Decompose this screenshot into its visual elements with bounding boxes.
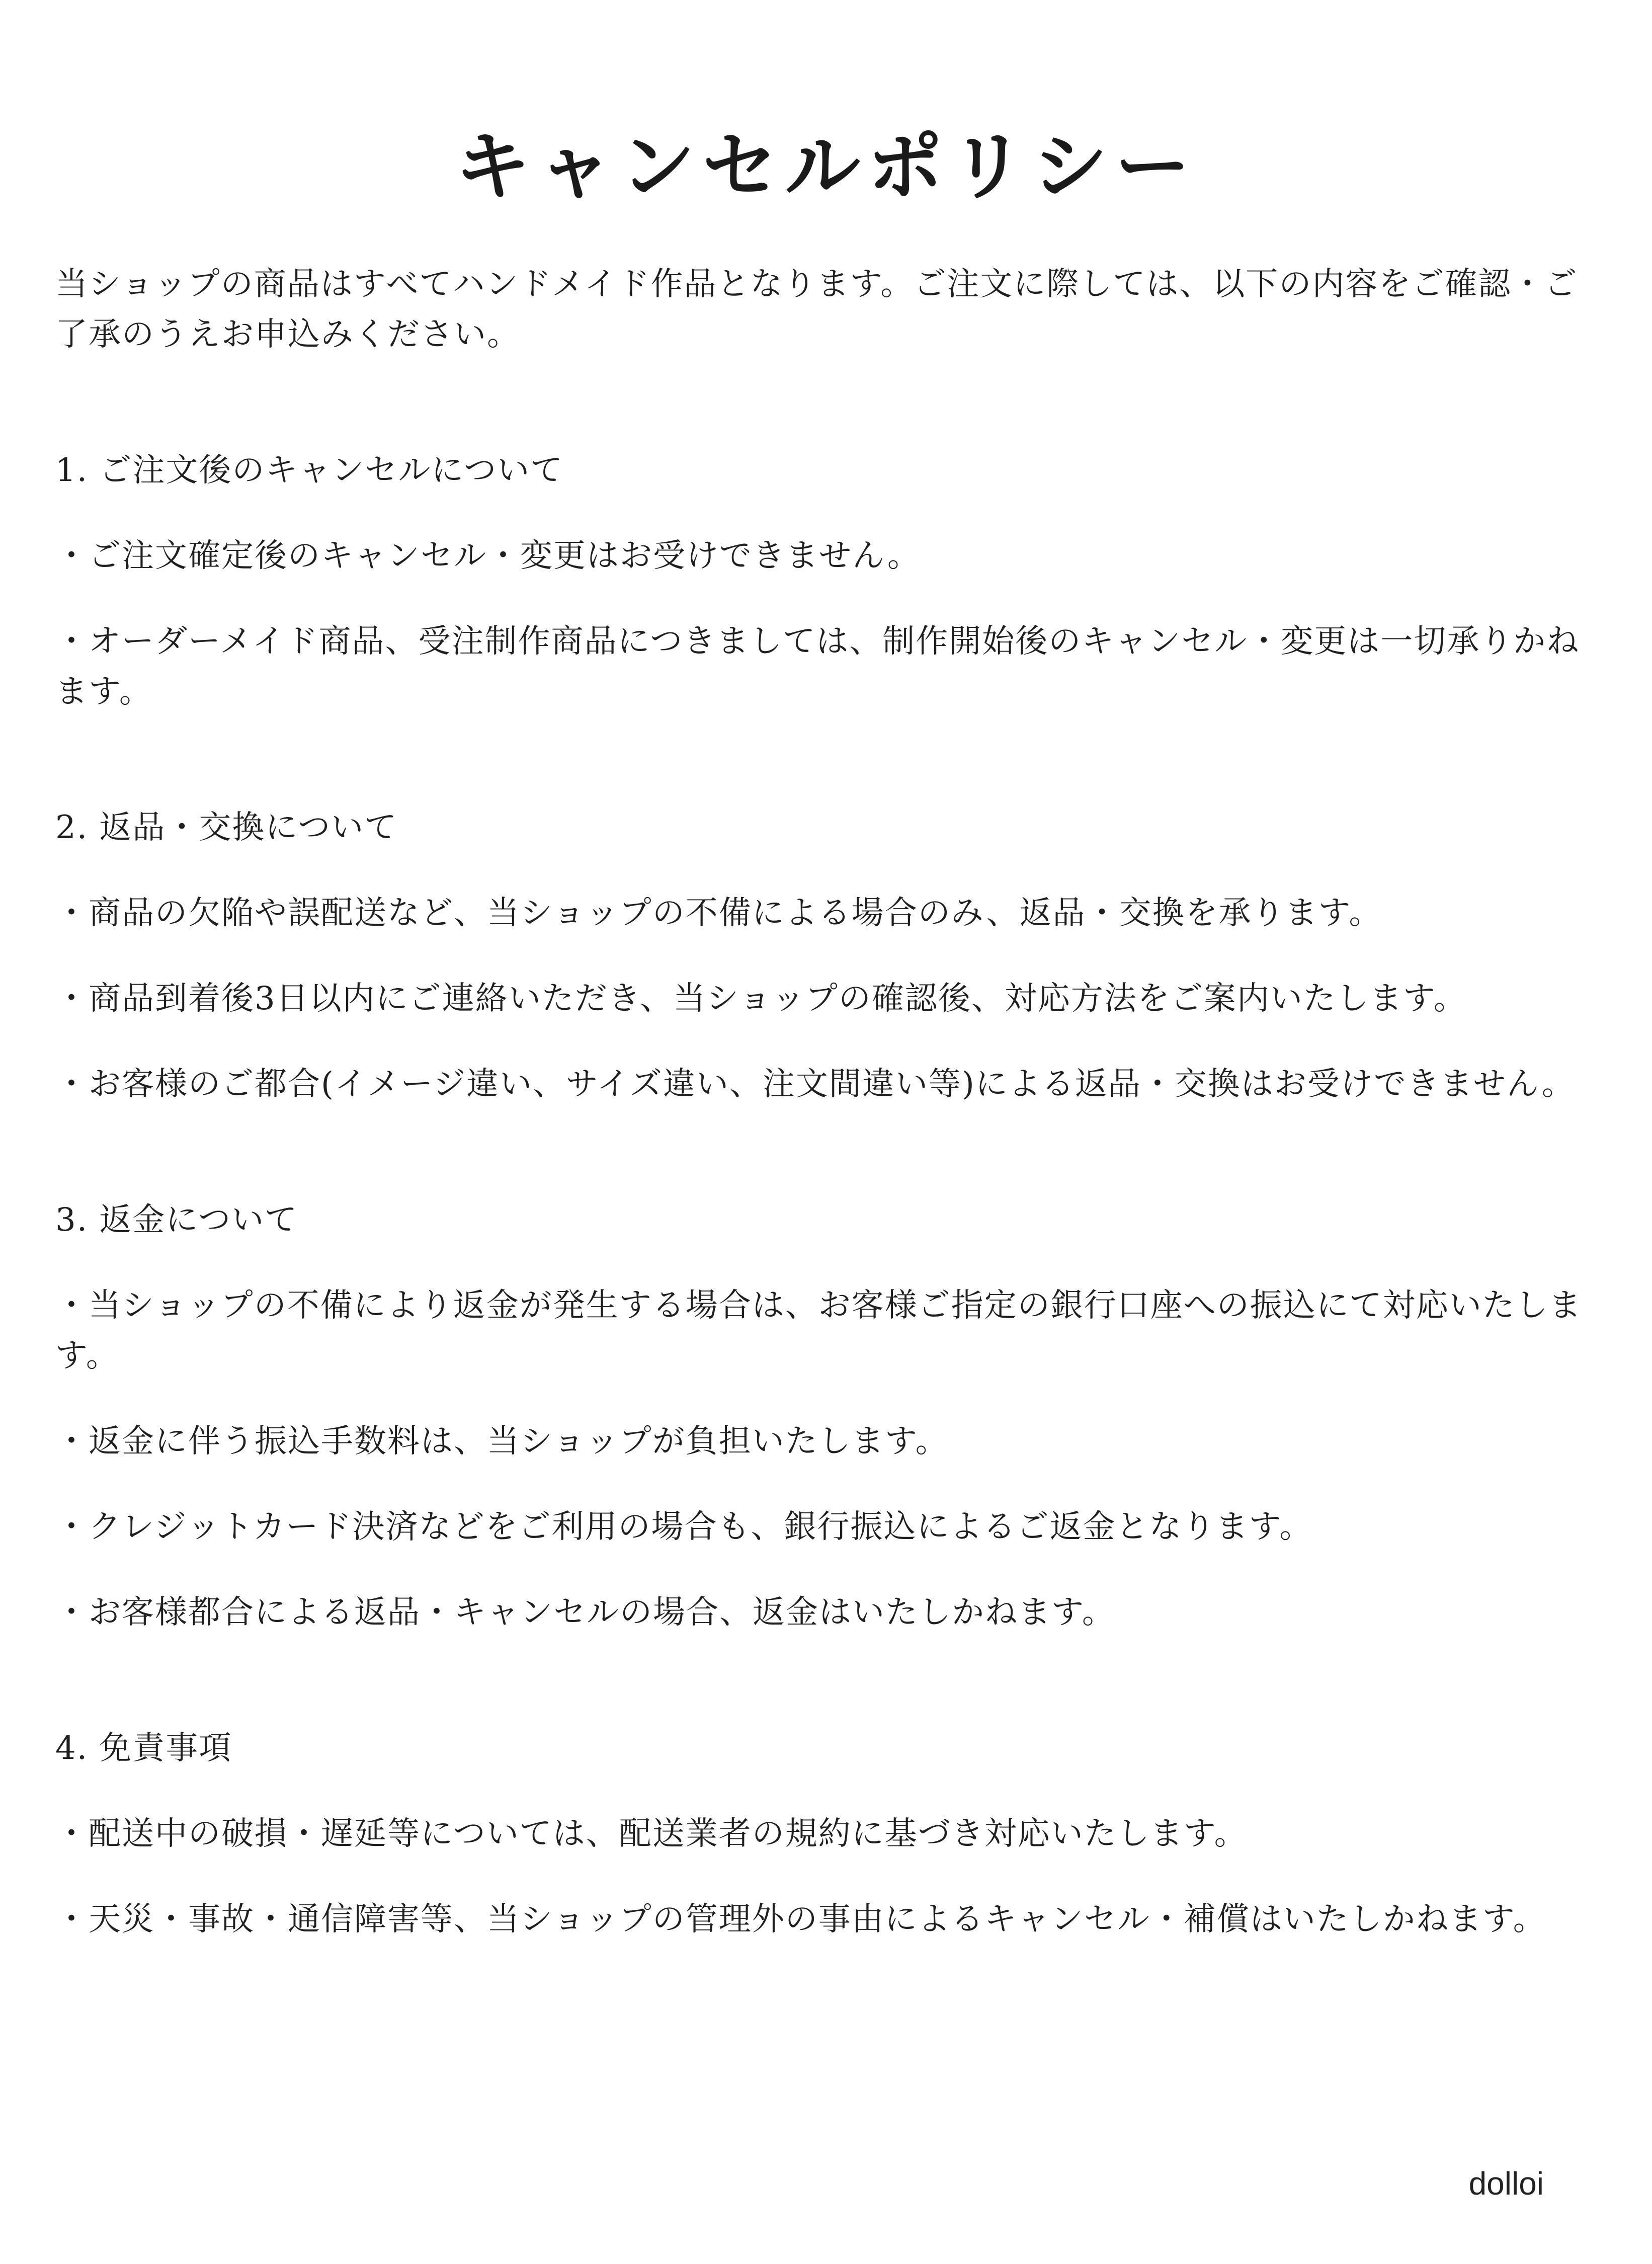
policy-item: ・返金に伴う振込手数料は、当ショップが負担いたします。: [55, 1423, 949, 1460]
section-refunds: [55, 1195, 1605, 1638]
policy-item: ・オーダーメイド商品、受注制作商品につきましては、制作開始後のキャンセル・変更は一切承りかねます。: [55, 623, 1580, 710]
page-title: キャンセルポリシー: [454, 122, 1197, 211]
policy-item: ・配送中の破損・遅延等については、配送業者の規約に基づき対応いたします。: [55, 1815, 1248, 1852]
brand-signature: dolloi: [1468, 2165, 1544, 2202]
section-heading: 4. 免責事項: [55, 1730, 232, 1767]
policy-item: ・お客様のご都合(イメージ違い、サイズ違い、注文間違い等)による返品・交換はお受けできません。: [55, 1066, 1575, 1103]
section-heading: 1. ご注文後のキャンセルについて: [55, 452, 564, 489]
policy-item: ・クレジットカード決済などをご利用の場合も、銀行振込によるご返金となります。: [55, 1508, 1313, 1546]
section-returns: [55, 802, 1605, 1109]
policy-item: ・商品の欠陥や誤配送など、当ショップの不備による場合のみ、返品・交換を承ります。: [55, 895, 1382, 932]
section-cancellation: [55, 445, 1605, 717]
section-heading: 3. 返金について: [55, 1201, 298, 1239]
section-heading: 2. 返品・交換について: [55, 809, 398, 846]
policy-item: ・当ショップの不備により返金が発生する場合は、お客様ご指定の銀行口座への振込にて対応いたします。: [55, 1287, 1582, 1374]
policy-item: ・お客様都合による返品・キャンセルの場合、返金はいたしかねます。: [55, 1594, 1115, 1631]
section-disclaimer: [55, 1723, 1605, 1945]
intro-text: 当ショップの商品はすべてハンドメイド作品となります。ご注文に際しては、以下の内容をご確認・ご了承のうえお申込みください。: [55, 266, 1578, 353]
policy-content: [55, 259, 1605, 1945]
policy-item: ・商品到着後3日以内にご連絡いただき、当ショップの確認後、対応方法をご案内いたします。: [55, 980, 1467, 1017]
policy-item: ・ご注文確定後のキャンセル・変更はお受けできません。: [55, 537, 921, 575]
policy-item: ・天災・事故・通信障害等、当ショップの管理外の事由によるキャンセル・補償はいたしかねます。: [55, 1901, 1546, 1938]
